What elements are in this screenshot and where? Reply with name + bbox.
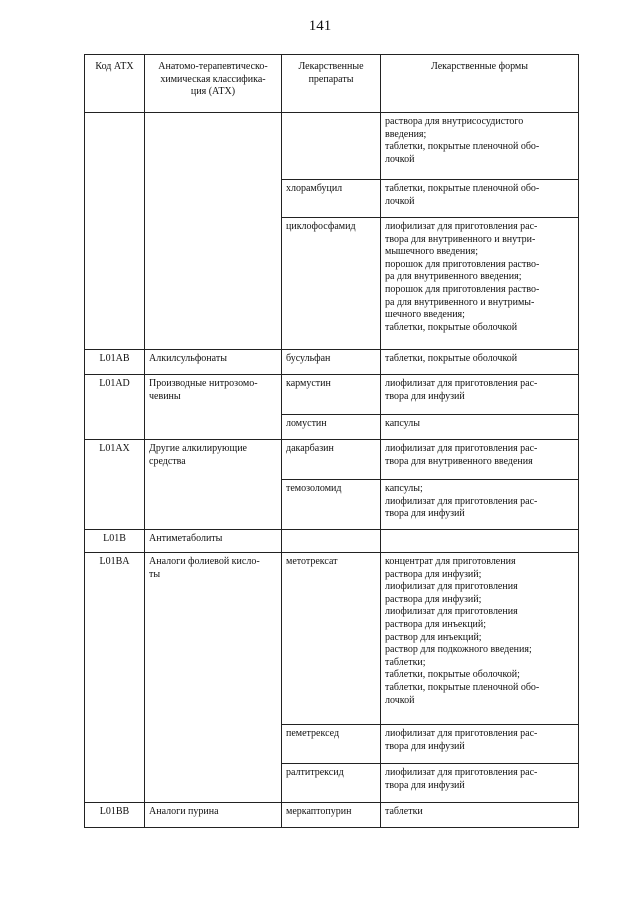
forms-cell: капсулы (381, 415, 579, 440)
header-preparations: Лекарственные препараты (282, 55, 381, 113)
forms-cell: таблетки, покрытые оболочкой (381, 350, 579, 375)
table-header-row (85, 55, 579, 113)
code-cell: L01AB (85, 350, 145, 375)
table-row (85, 553, 579, 725)
page-number: 141 (308, 18, 332, 34)
atx-table (84, 54, 579, 828)
preparation-cell: пеметрексед (282, 725, 381, 764)
preparation-cell: дакарбазин (282, 440, 381, 480)
classification-cell: Антиметаболиты (145, 530, 282, 553)
forms-cell: капсулы; лиофилизат для приготовления рас- твора для инфузий (381, 480, 579, 530)
table-row (85, 375, 579, 415)
preparation-cell: циклофосфамид (282, 218, 381, 350)
preparation-cell: меркаптопурин (282, 803, 381, 828)
forms-cell: раствора для внутрисосудистого введения; таблетки, покрытые пленочной обо- лочкой (381, 113, 579, 180)
preparation-cell: бусульфан (282, 350, 381, 375)
forms-cell: концентрат для приготовления раствора для инфузий; лиофилизат для приготовления раствора для инфузий; лиофилизат для приготовления раствора для инъекций; раствор для инъекций; раствор для подкожного введения; таблетки; таблетки, покрытые оболочкой; таблетки, покрытые пленочной обо- лочкой (381, 553, 579, 725)
header-code: Код АТХ (85, 55, 145, 113)
forms-cell: лиофилизат для приготовления рас- твора для инфузий (381, 375, 579, 415)
forms-cell: лиофилизат для приготовления рас- твора для инфузий (381, 725, 579, 764)
preparation-cell (282, 530, 381, 553)
table-row (85, 440, 579, 480)
preparation-cell: темозоломид (282, 480, 381, 530)
preparation-cell: метотрексат (282, 553, 381, 725)
preparation-cell: ралтитрексид (282, 764, 381, 803)
forms-cell: таблетки (381, 803, 579, 828)
table-row (85, 113, 579, 180)
classification-cell: Аналоги фолиевой кисло- ты (145, 553, 282, 803)
forms-cell: лиофилизат для приготовления рас- твора для инфузий (381, 764, 579, 803)
preparation-cell: ломустин (282, 415, 381, 440)
table-row (85, 530, 579, 553)
code-cell: L01AD (85, 375, 145, 440)
header-classification: Анатомо-терапевтическо- химическая классифика- ция (АТХ) (145, 55, 282, 113)
classification-cell: Производные нитрозомо- чевины (145, 375, 282, 440)
preparation-cell: кармустин (282, 375, 381, 415)
forms-cell: лиофилизат для приготовления рас- твора для внутривенного введения (381, 440, 579, 480)
header-forms: Лекарственные формы (381, 55, 579, 113)
classification-cell: Другие алкилирующие средства (145, 440, 282, 530)
forms-cell (381, 530, 579, 553)
code-cell: L01B (85, 530, 145, 553)
table-row (85, 803, 579, 828)
classification-cell (145, 113, 282, 350)
preparation-cell: хлорамбуцил (282, 180, 381, 218)
code-cell (85, 113, 145, 350)
code-cell: L01BA (85, 553, 145, 803)
table-row (85, 350, 579, 375)
code-cell: L01BB (85, 803, 145, 828)
classification-cell: Аналоги пурина (145, 803, 282, 828)
forms-cell: лиофилизат для приготовления рас- твора для внутривенного и внутри- мышечного введения; порошок для приготовления раство- ра для внутривенного введения; порошок для приготовления раство- ра для внутривенного и внутримы- шечного введения; таблетки, покрытые оболочкой (381, 218, 579, 350)
forms-cell: таблетки, покрытые пленочной обо- лочкой (381, 180, 579, 218)
code-cell: L01AX (85, 440, 145, 530)
classification-cell: Алкилсульфонаты (145, 350, 282, 375)
preparation-cell (282, 113, 381, 180)
